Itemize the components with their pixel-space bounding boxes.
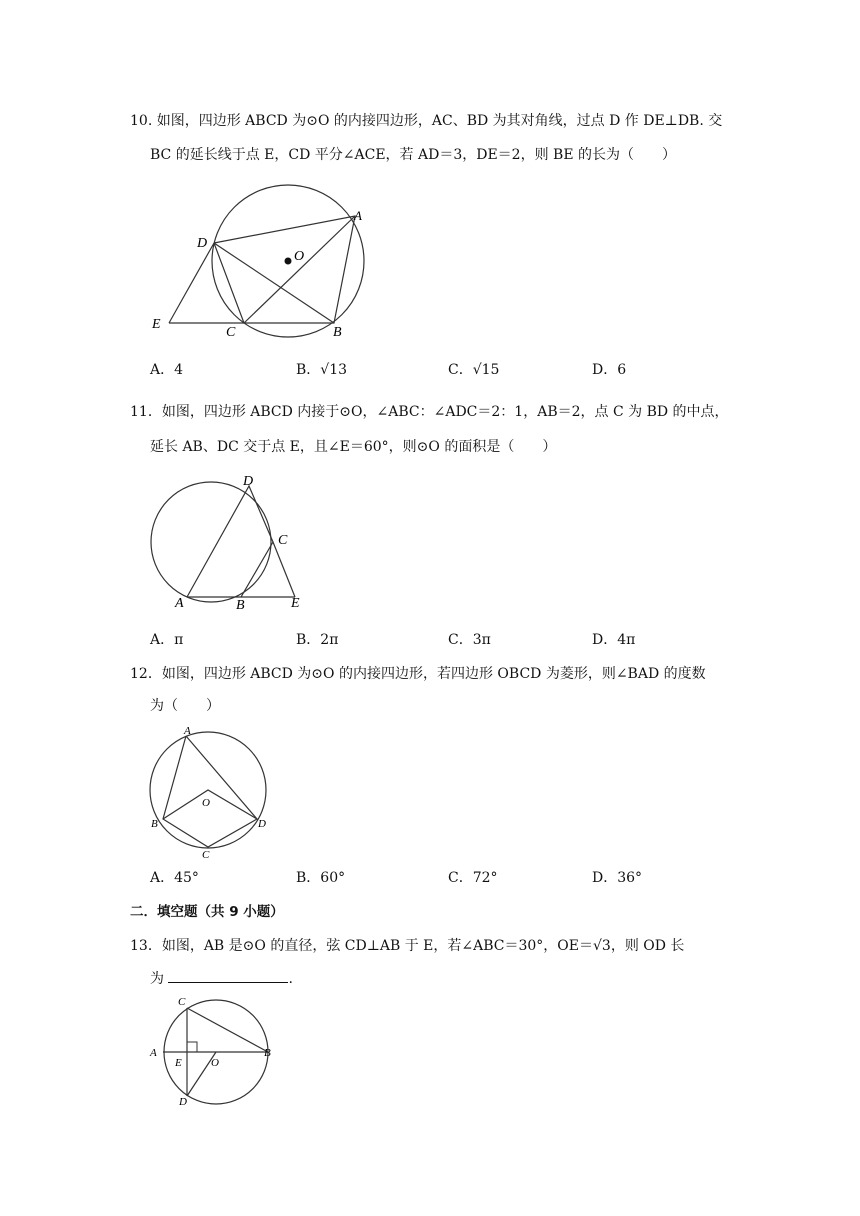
q13-label-C: C bbox=[178, 996, 186, 1008]
q11-option-a: A．π bbox=[150, 632, 184, 648]
q13-answer-blank[interactable] bbox=[168, 968, 288, 983]
q10-label-C: C bbox=[226, 325, 236, 340]
q13-label-O: O bbox=[211, 1057, 219, 1069]
q11-label-E: E bbox=[291, 596, 300, 611]
q11-text-line1: 11．如图，四边形 ABCD 内接于⊙O，∠ABC：∠ADC＝2：1，AB＝2，点 C 为 BD 的中点， bbox=[130, 404, 729, 420]
q10-label-A: A bbox=[354, 208, 362, 223]
q11-text-line2: 延长 AB、DC 交于点 E，且∠E＝60°，则⊙O 的面积是（ ） bbox=[150, 439, 557, 455]
q10-label-B: B bbox=[333, 325, 342, 340]
q10-label-O: O bbox=[294, 249, 305, 264]
q10-option-b: B．√13 bbox=[296, 362, 348, 378]
q11-option-c: C．3π bbox=[448, 632, 491, 648]
q13-line2-prefix: 为 bbox=[150, 971, 164, 987]
q13-text-line1: 13．如图，AB 是⊙O 的直径，弦 CD⊥AB 于 E，若∠ABC＝30°，OE＝√3，则 OD 长 bbox=[130, 938, 685, 954]
q10-text-line2: BC 的延长线于点 E，CD 平分∠ACE，若 AD＝3，DE＝2，则 BE 的长为（ ） bbox=[150, 147, 676, 163]
q12-label-C: C bbox=[202, 849, 210, 861]
q11-label-A: A bbox=[175, 596, 184, 611]
q12-label-O: O bbox=[202, 797, 210, 809]
q12-option-d: D．36° bbox=[592, 870, 643, 886]
q13-text-line2 bbox=[150, 968, 293, 989]
q12-text-line2: 为（ ） bbox=[150, 698, 220, 714]
q12-text-line1: 12．如图，四边形 ABCD 为⊙O 的内接四边形，若四边形 OBCD 为菱形，则∠BAD 的度数 bbox=[130, 666, 706, 682]
q12-label-D: D bbox=[258, 818, 266, 830]
q13-label-A: A bbox=[150, 1047, 157, 1059]
q12-figure bbox=[145, 722, 275, 862]
q10-option-d: D．6 bbox=[592, 362, 627, 378]
q11-label-B: B bbox=[236, 598, 245, 613]
q12-option-b: B．60° bbox=[296, 870, 346, 886]
q13-label-D: D bbox=[179, 1096, 187, 1108]
q12-option-c: C．72° bbox=[448, 870, 498, 886]
q13-label-B: B bbox=[264, 1047, 271, 1059]
q12-option-a: A．45° bbox=[150, 870, 199, 886]
q10-figure bbox=[140, 178, 380, 348]
q12-label-A: A bbox=[184, 725, 191, 737]
q11-option-b: B．2π bbox=[296, 632, 339, 648]
q10-label-D: D bbox=[197, 236, 208, 251]
q10-label-E: E bbox=[152, 317, 161, 332]
q11-label-D: D bbox=[243, 474, 254, 489]
q11-label-C: C bbox=[278, 533, 288, 548]
q10-option-a: A．4 bbox=[150, 362, 184, 378]
q11-figure bbox=[145, 470, 325, 615]
q11-option-d: D．4π bbox=[592, 632, 636, 648]
q12-label-B: B bbox=[151, 818, 158, 830]
q10-text-line1: 10. 如图，四边形 ABCD 为⊙O 的内接四边形，AC、BD 为其对角线，过点 D 作 DE⊥DB. 交 bbox=[130, 113, 723, 129]
q13-figure bbox=[145, 992, 280, 1110]
q10-option-c: C．√15 bbox=[448, 362, 500, 378]
section-heading: 二．填空题（共 9 小题） bbox=[130, 904, 284, 920]
q13-label-E: E bbox=[175, 1057, 182, 1069]
q13-line2-suffix: . bbox=[288, 971, 293, 987]
